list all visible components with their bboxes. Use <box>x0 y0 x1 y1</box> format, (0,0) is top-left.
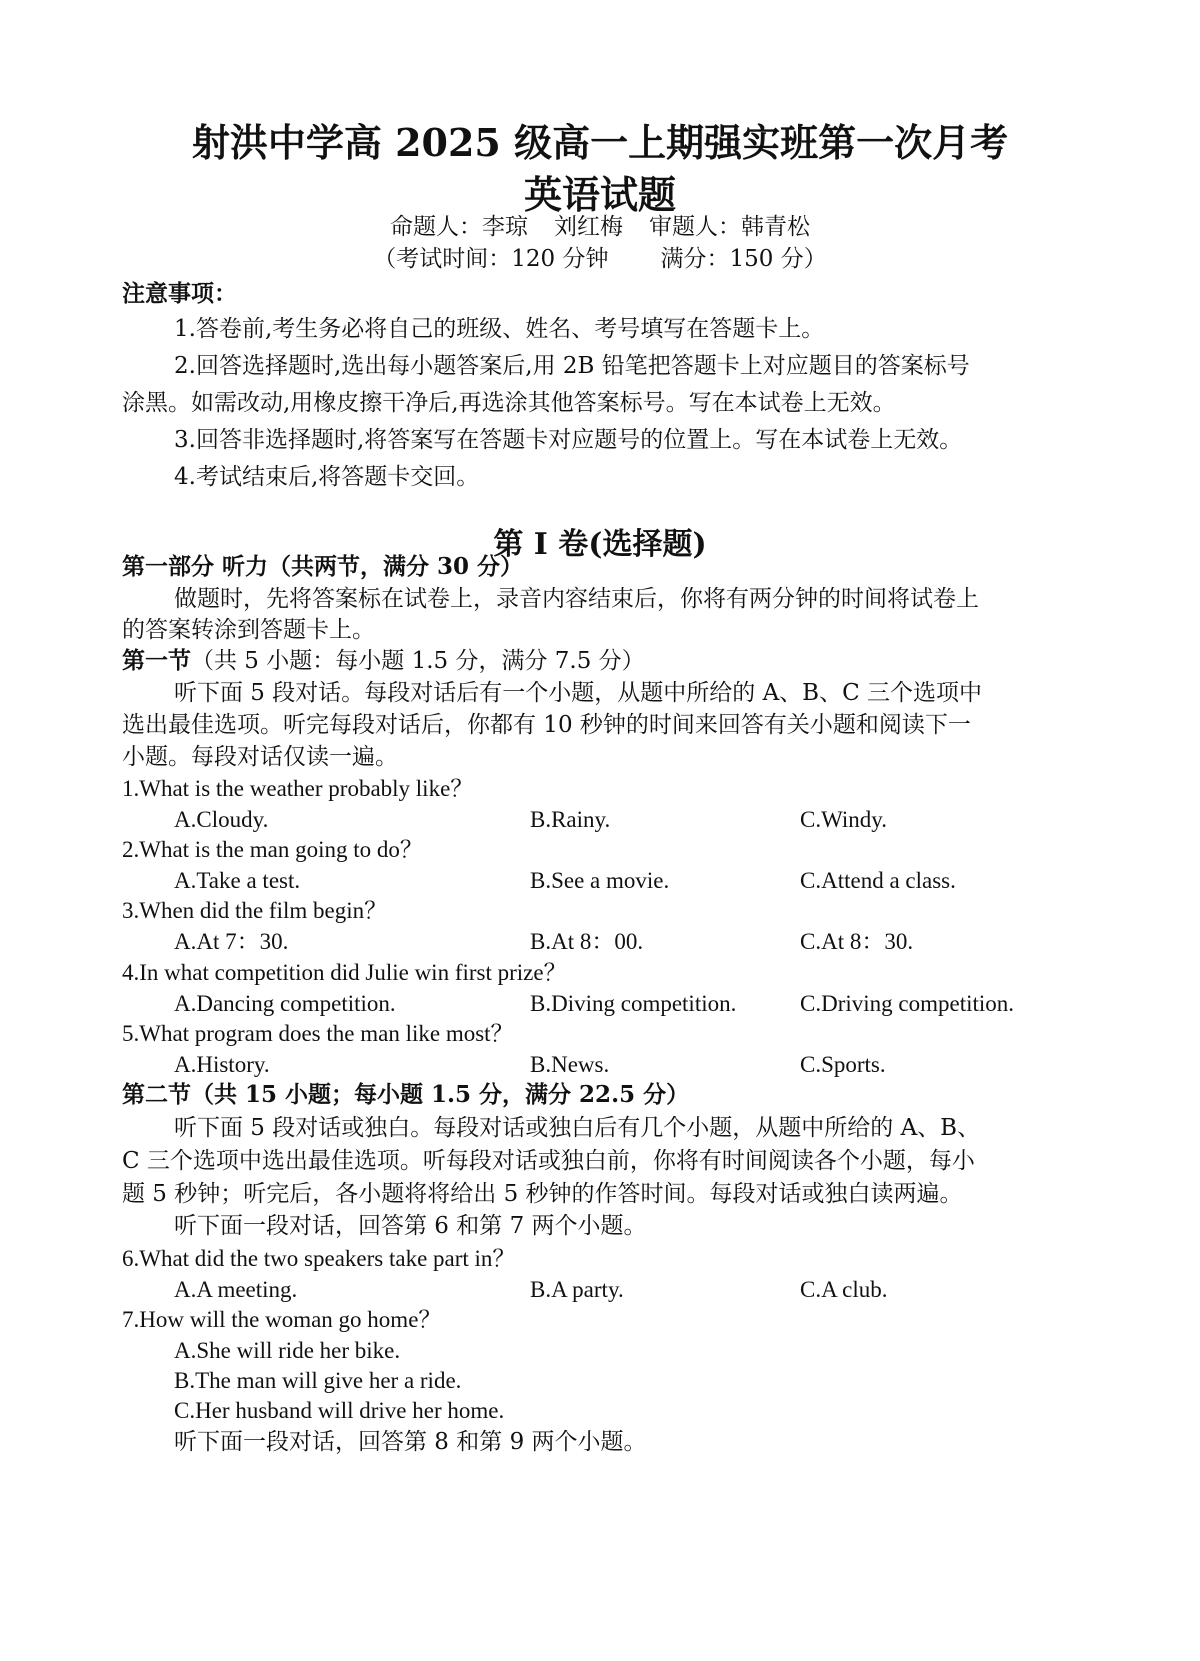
question-1: 1.What is the weather probably like？ <box>122 776 474 801</box>
notice-item-3: 3.回答非选择题时,将答案写在答题卡对应题号的位置上。写在本试卷上无效。 <box>174 427 963 453</box>
question-3-option-b: B.At 8：00. <box>530 929 644 954</box>
question-5-option-c: C.Sports. <box>800 1052 886 1077</box>
section1-heading-bold: 第一节 <box>122 647 191 674</box>
section1-intro-line1: 听下面 5 段对话。每段对话后有一个小题，从题中所给的 A、B、C 三个选项中 <box>174 680 982 706</box>
section2-intro-line2: C 三个选项中选出最佳选项。听每段对话或独白前，你将有时间阅读各个小题，每小 <box>122 1148 975 1174</box>
question-2-option-c: C.Attend a class. <box>800 868 956 893</box>
question-7-option-c: C.Her husband will drive her home. <box>174 1398 505 1423</box>
question-3: 3.When did the film begin？ <box>122 898 388 923</box>
section1-intro-line3: 小题。每段对话仅读一遍。 <box>122 744 398 770</box>
question-4: 4.In what competition did Julie win first prize？ <box>122 960 567 985</box>
full-score: 满分：150 分） <box>660 246 827 272</box>
exam-time: （考试时间：120 分钟 <box>373 246 609 272</box>
question-3-option-a: A.At 7：30. <box>174 929 289 954</box>
exam-time-line <box>0 243 1200 275</box>
question-2: 2.What is the man going to do？ <box>122 837 423 862</box>
section2-intro-line3: 题 5 秒钟；听完后，各小题将将给出 5 秒钟的作答时间。每段对话或独白读两遍。 <box>122 1181 963 1207</box>
section1-intro-line2: 选出最佳选项。听完每段对话后，你都有 10 秒钟的时间来回答有关小题和阅读下一 <box>122 712 971 738</box>
notice-heading: 注意事项： <box>122 280 237 307</box>
question-3-option-c: C.At 8：30. <box>800 929 914 954</box>
question-7-option-b: B.The man will give her a ride. <box>174 1368 462 1393</box>
notice-item-1: 1.答卷前,考生务必将自己的班级、姓名、考号填写在答题卡上。 <box>174 316 825 342</box>
question-1-option-b: B.Rainy. <box>530 807 611 832</box>
question-4-option-c: C.Driving competition. <box>800 991 1015 1016</box>
question-5: 5.What program does the man like most？ <box>122 1021 514 1046</box>
section1-heading <box>122 645 645 677</box>
notice-item-2-line2: 涂黑。如需改动,用橡皮擦干净后,再选涂其他答案标号。写在本试卷上无效。 <box>122 390 896 416</box>
question-6-option-c: C.A club. <box>800 1277 888 1302</box>
setter-1: 命题人：李琼 <box>390 214 528 240</box>
section2-heading: 第二节（共 15 小题；每小题 1.5 分，满分 22.5 分） <box>122 1081 690 1108</box>
question-6-option-b: B.A party. <box>530 1277 624 1302</box>
question-6-option-a: A.A meeting. <box>174 1277 298 1302</box>
part1-intro-line1: 做题时，先将答案标在试卷上，录音内容结束后，你将有两分钟的时间将试卷上 <box>174 586 979 612</box>
exam-subject-title: 英语试题 <box>523 172 676 217</box>
section2-intro-line1: 听下面 5 段对话或独白。每段对话或独白后有几个小题，从题中所给的 A、B、 <box>174 1115 981 1141</box>
question-4-option-a: A.Dancing competition. <box>174 991 396 1016</box>
dialog-6-7-instruction: 听下面一段对话，回答第 6 和第 7 两个小题。 <box>174 1213 647 1239</box>
question-2-option-b: B.See a movie. <box>530 868 670 893</box>
question-5-option-b: B.News. <box>530 1052 610 1077</box>
question-7: 7.How will the woman go home？ <box>122 1307 442 1332</box>
question-7-option-a: A.She will ride her bike. <box>174 1338 401 1363</box>
question-5-option-a: A.History. <box>174 1052 270 1077</box>
part1-heading: 第一部分 听力（共两节，满分 30 分） <box>122 553 524 580</box>
section1-heading-rest: （共 5 小题：每小题 1.5 分，满分 7.5 分） <box>191 648 645 674</box>
question-1-option-c: C.Windy. <box>800 807 888 832</box>
notice-item-2-line1: 2.回答选择题时,选出每小题答案后,用 2B 铅笔把答题卡上对应题目的答案标号 <box>174 353 970 379</box>
reviewer: 审题人：韩青松 <box>649 214 810 240</box>
setters-line <box>0 211 1200 243</box>
exam-title: 射洪中学高 2025 级高一上期强实班第一次月考 <box>191 120 1009 165</box>
question-1-option-a: A.Cloudy. <box>174 807 269 832</box>
setter-2: 刘红梅 <box>554 214 623 240</box>
notice-item-4: 4.考试结束后,将答题卡交回。 <box>174 464 480 490</box>
question-6: 6.What did the two speakers take part in？ <box>122 1246 516 1271</box>
dialog-8-9-instruction: 听下面一段对话，回答第 8 和第 9 两个小题。 <box>174 1429 647 1455</box>
volume-title: 第 I 卷(选择题) <box>493 527 707 562</box>
question-4-option-b: B.Diving competition. <box>530 991 737 1016</box>
part1-intro-line2: 的答案转涂到答题卡上。 <box>122 617 375 643</box>
question-2-option-a: A.Take a test. <box>174 868 301 893</box>
